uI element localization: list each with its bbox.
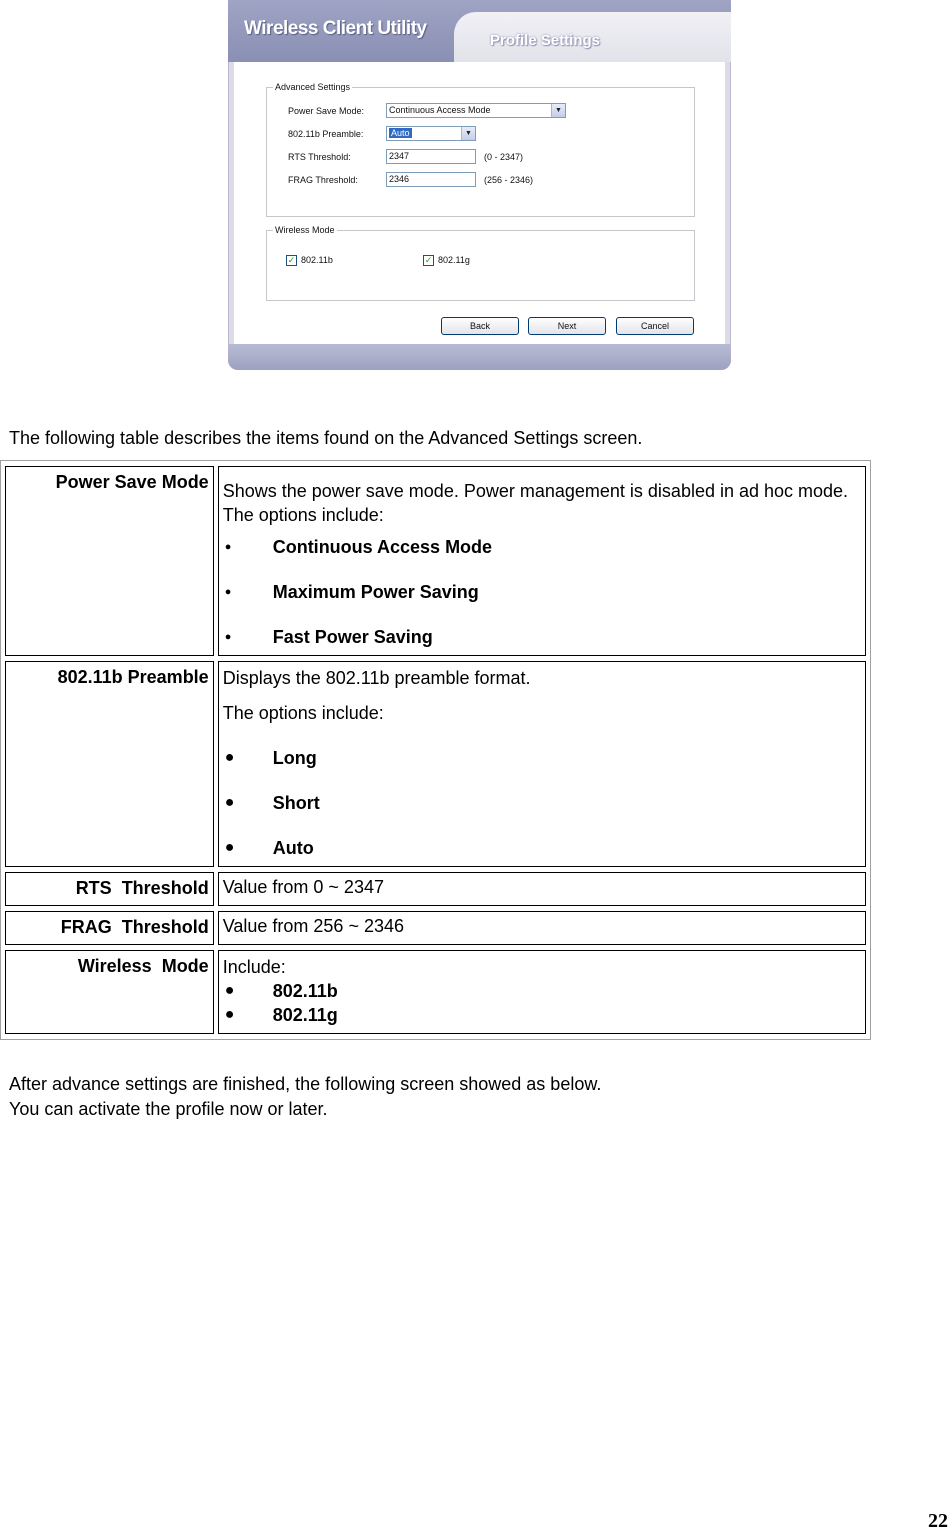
preamble-select[interactable]	[386, 126, 476, 141]
cancel-button[interactable]: Cancel	[616, 317, 694, 335]
table-row	[5, 911, 866, 945]
checkmark-icon: ✓	[424, 255, 433, 265]
list-item	[223, 580, 861, 604]
preamble-options-list	[223, 746, 861, 860]
utility-footer-bar	[228, 344, 731, 370]
checkmark-icon: ✓	[287, 255, 296, 265]
checkbox-802-11g[interactable]	[423, 255, 434, 266]
option-label: Auto	[272, 838, 314, 858]
list-item	[223, 791, 861, 815]
wireless-mode-description	[218, 950, 866, 1034]
option-label: Maximum Power Saving	[272, 582, 479, 602]
chevron-down-icon[interactable]: ▼	[551, 104, 565, 117]
rts-threshold-label: RTS Threshold:	[288, 152, 351, 162]
preamble-label: 802.11b Preamble:	[288, 129, 364, 139]
rts-threshold-range: (0 - 2347)	[484, 152, 524, 162]
next-button[interactable]: Next	[528, 317, 606, 335]
checkbox-802-11g-label: 802.11g	[438, 255, 470, 265]
checkbox-802-11b-label: 802.11b	[301, 255, 333, 265]
rts-threshold-key: RTS Threshold	[5, 872, 214, 906]
wireless-mode-key: Wireless Mode	[5, 950, 214, 1034]
rts-threshold-input[interactable]	[386, 149, 476, 164]
option-label: 802.11g	[272, 1005, 338, 1025]
wireless-mode-legend: Wireless Mode	[275, 225, 335, 235]
preamble-desc-text: Displays the 802.11b preamble format.	[222, 668, 531, 688]
checkbox-802-11b[interactable]	[286, 255, 297, 266]
advanced-settings-table	[0, 460, 871, 1040]
list-item	[223, 836, 861, 860]
option-label: Short	[272, 793, 320, 813]
frag-threshold-input[interactable]	[386, 172, 476, 187]
preamble-value: Auto	[391, 128, 410, 138]
power-save-mode-value: Continuous Access Mode	[389, 105, 491, 115]
frag-threshold-value: 2346	[389, 174, 410, 184]
bullet-icon: ●	[224, 794, 235, 811]
preamble-description	[218, 661, 866, 867]
after-paragraph-line-2: You can activate the profile now or later.	[9, 1099, 328, 1119]
after-paragraph-line-1: After advance settings are finished, the following screen showed as below.	[9, 1074, 602, 1094]
bullet-icon: ●	[224, 631, 232, 643]
bullet-icon: ●	[224, 541, 232, 553]
profile-settings-tab-label: Profile Settings	[490, 32, 601, 49]
utility-body	[234, 62, 725, 344]
table-row	[5, 950, 866, 1034]
bullet-icon: ●	[224, 1006, 235, 1023]
intro-paragraph: The following table describes the items found on the Advanced Settings screen.	[9, 428, 643, 448]
power-save-options-list	[223, 535, 861, 649]
wireless-client-utility-window	[228, 0, 731, 370]
frag-threshold-key: FRAG Threshold	[5, 911, 214, 945]
table-row	[5, 466, 866, 656]
option-label: Continuous Access Mode	[272, 537, 493, 557]
list-item	[223, 746, 861, 770]
list-item	[223, 535, 861, 559]
bullet-icon: ●	[224, 982, 235, 999]
preamble-desc-text-2: The options include:	[222, 703, 384, 723]
list-item	[223, 625, 861, 649]
power-save-mode-desc-text: Shows the power save mode. Power management is disabled in ad hoc mode. The options include:	[222, 481, 849, 525]
preamble-key: 802.11b Preamble	[5, 661, 214, 867]
frag-threshold-label: FRAG Threshold:	[288, 175, 358, 185]
bullet-icon: ●	[224, 749, 235, 766]
power-save-mode-description	[218, 466, 866, 656]
option-label: 802.11b	[272, 981, 338, 1001]
option-label: Long	[272, 748, 317, 768]
option-label: Fast Power Saving	[272, 627, 433, 647]
table-row	[5, 872, 866, 906]
rts-threshold-value: 2347	[389, 151, 410, 161]
advanced-settings-legend: Advanced Settings	[275, 82, 351, 92]
rts-threshold-description: Value from 0 ~ 2347	[218, 872, 866, 906]
list-item	[223, 1003, 861, 1027]
power-save-mode-key: Power Save Mode	[5, 466, 214, 656]
chevron-down-icon[interactable]: ▼	[461, 127, 475, 140]
frag-threshold-range: (256 - 2346)	[484, 175, 534, 185]
bullet-icon: ●	[224, 839, 235, 856]
power-save-mode-label: Power Save Mode:	[288, 106, 365, 116]
page-number: 22	[928, 1510, 948, 1532]
power-save-mode-select[interactable]	[386, 103, 566, 118]
frag-threshold-description: Value from 256 ~ 2346	[218, 911, 866, 945]
wireless-mode-desc-text: Include:	[222, 957, 286, 977]
table-row	[5, 661, 866, 867]
list-item	[223, 979, 861, 1003]
bullet-icon: ●	[224, 586, 232, 598]
utility-title: Wireless Client Utility	[244, 18, 427, 39]
back-button[interactable]: Back	[441, 317, 519, 335]
wireless-options-list	[223, 979, 861, 1027]
